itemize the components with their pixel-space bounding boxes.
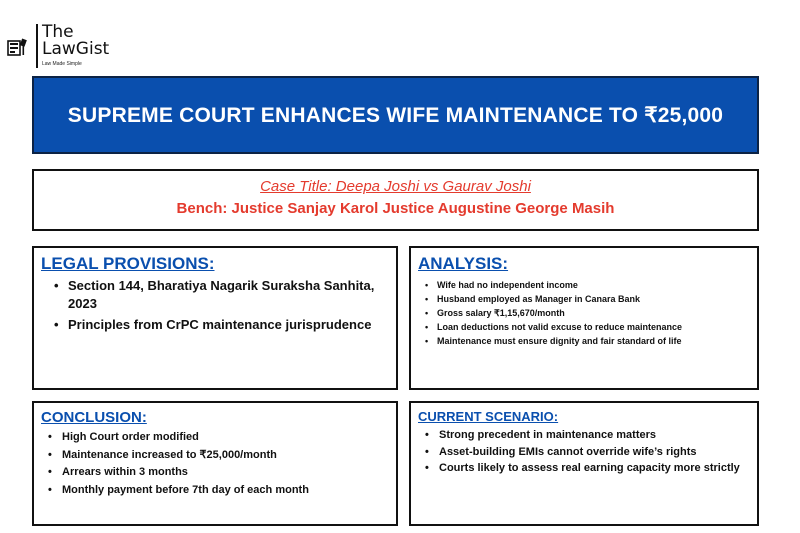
list-item: • Strong precedent in maintenance matters: [439, 427, 757, 444]
logo-name-line2: LawGist: [42, 39, 110, 59]
list-item: • High Court order modified: [62, 429, 396, 447]
list-item: • Wife had no independent income: [437, 278, 757, 292]
list-item: • Maintenance must ensure dignity and fair standard of life: [437, 334, 757, 348]
current-scenario-panel: [409, 401, 759, 526]
list-item: • Gross salary ₹1,15,670/month: [437, 306, 757, 320]
legal-provisions-heading: LEGAL PROVISIONS:: [41, 254, 215, 273]
list-item: • Section 144, Bharatiya Nagarik Suraksha Sanhita, 2023: [68, 277, 396, 313]
logo-name-line1: The: [42, 22, 74, 42]
analysis-heading: ANALYSIS:: [418, 254, 509, 273]
conclusion-list: [62, 429, 396, 499]
conclusion-heading: CONCLUSION:: [41, 409, 147, 426]
conclusion-panel: [32, 401, 398, 526]
case-title: Case Title: Deepa Joshi vs Gaurav Joshi: [260, 178, 531, 195]
legal-provisions-panel: [32, 246, 398, 390]
gavel-book-icon: [6, 36, 28, 58]
list-item: • Principles from CrPC maintenance jurisprudence: [68, 316, 396, 334]
headline-title: SUPREME COURT ENHANCES WIFE MAINTENANCE TO ₹25,000: [67, 103, 724, 127]
list-item: • Courts likely to assess real earning capacity more strictly: [439, 460, 757, 477]
legal-provisions-list: [68, 277, 396, 334]
list-item: • Maintenance increased to ₹25,000/month: [62, 447, 396, 465]
logo-tagline: Law Made Simple: [42, 61, 82, 67]
logo-divider: [36, 24, 38, 68]
headline-banner: [32, 76, 759, 154]
case-info-box: [32, 169, 759, 231]
list-item: • Loan deductions not valid excuse to reduce maintenance: [437, 320, 757, 334]
list-item: • Monthly payment before 7th day of each month: [62, 482, 396, 500]
list-item: • Husband employed as Manager in Canara Bank: [437, 292, 757, 306]
list-item: • Arrears within 3 months: [62, 464, 396, 482]
analysis-list: [437, 278, 757, 348]
analysis-panel: [409, 246, 759, 390]
list-item: • Asset-building EMIs cannot override wife’s rights: [439, 444, 757, 461]
current-scenario-list: [439, 427, 757, 477]
bench-line: Bench: Justice Sanjay Karol Justice Augustine George Masih: [176, 200, 615, 217]
brand-logo: [6, 24, 126, 70]
current-scenario-heading: CURRENT SCENARIO:: [418, 409, 559, 424]
